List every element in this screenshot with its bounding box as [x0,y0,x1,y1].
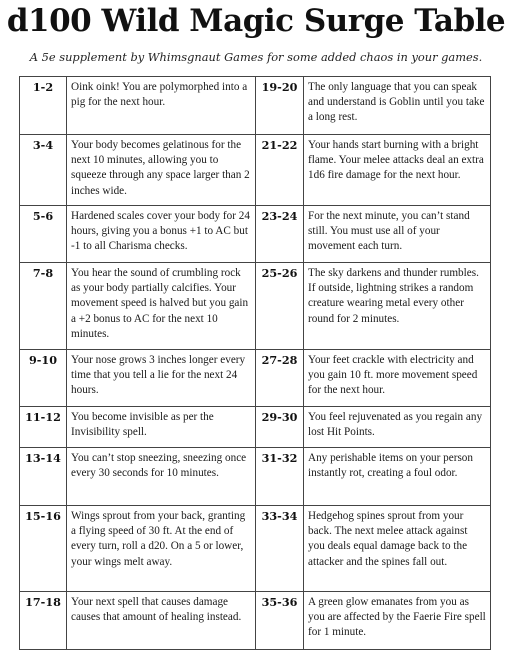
roll-range: 29-30 [256,407,304,448]
roll-range: 7-8 [20,263,67,350]
table-row [20,206,491,263]
roll-range: 11-12 [20,407,67,448]
roll-range: 13-14 [20,448,67,506]
roll-range: 9-10 [20,350,67,407]
table-row [20,592,491,650]
roll-range: 23-24 [256,206,304,263]
roll-range: 5-6 [20,206,67,263]
effect-text: You feel rejuvenated as you regain any lost Hit Points. [304,407,491,448]
effect-text: Wings sprout from your back, granting a flying speed of 30 ft. At the end of every turn, roll a d20. On a 5 or lower, your wings melt away. [67,506,256,592]
roll-range: 33-34 [256,506,304,592]
effect-text: Any perishable items on your person instantly rot, creating a foul odor. [304,448,491,506]
table-row [20,263,491,350]
effect-text: The only language that you can speak and understand is Goblin until you take a long rest. [304,77,491,135]
effect-text: Hardened scales cover your body for 24 hours, giving you a bonus +1 to AC but -1 to all Charisma checks. [67,206,256,263]
effect-text: For the next minute, you can’t stand still. You must use all of your movement each turn. [304,206,491,263]
effect-text: You hear the sound of crumbling rock as your body partially calcifies. Your movement speed is halved but you gain a +2 bonus to AC for the next 10 minutes. [67,263,256,350]
effect-text: Your body becomes gelatinous for the next 10 minutes, allowing you to squeeze through any space larger than 2 inches wide. [67,135,256,206]
roll-range: 15-16 [20,506,67,592]
roll-range: 31-32 [256,448,304,506]
effect-text: You can’t stop sneezing, sneezing once every 30 seconds for 10 minutes. [67,448,256,506]
roll-range: 27-28 [256,350,304,407]
effect-text: Hedgehog spines sprout from your back. The next melee attack against you deals equal damage back to the attacker and the spines fall out. [304,506,491,592]
effect-text: You become invisible as per the Invisibility spell. [67,407,256,448]
roll-range: 17-18 [20,592,67,650]
table-row [20,77,491,135]
table-row [20,448,491,506]
effect-text: A green glow emanates from you as you are affected by the Faerie Fire spell for 1 minute. [304,592,491,650]
roll-range: 3-4 [20,135,67,206]
effect-text: Your nose grows 3 inches longer every time that you tell a lie for the next 24 hours. [67,350,256,407]
effect-text: Oink oink! You are polymorphed into a pig for the next hour. [67,77,256,135]
roll-range: 21-22 [256,135,304,206]
table-row [20,407,491,448]
table-row [20,506,491,592]
page-title: d100 Wild Magic Surge Table [6,3,506,39]
effect-text: Your hands start burning with a bright flame. Your melee attacks deal an extra 1d6 fire damage for the next hour. [304,135,491,206]
table-row [20,350,491,407]
surge-table [19,76,491,650]
effect-text: Your next spell that causes damage causes that amount of healing instead. [67,592,256,650]
effect-text: Your feet crackle with electricity and you gain 10 ft. more movement speed for the next hour. [304,350,491,407]
roll-range: 25-26 [256,263,304,350]
roll-range: 1-2 [20,77,67,135]
roll-range: 19-20 [256,77,304,135]
effect-text: The sky darkens and thunder rumbles. If outside, lightning strikes a random creature wearing metal every other round for 2 minutes. [304,263,491,350]
page-subtitle: A 5e supplement by Whimsgnaut Games for some added chaos in your games. [29,50,483,64]
table-row [20,135,491,206]
roll-range: 35-36 [256,592,304,650]
